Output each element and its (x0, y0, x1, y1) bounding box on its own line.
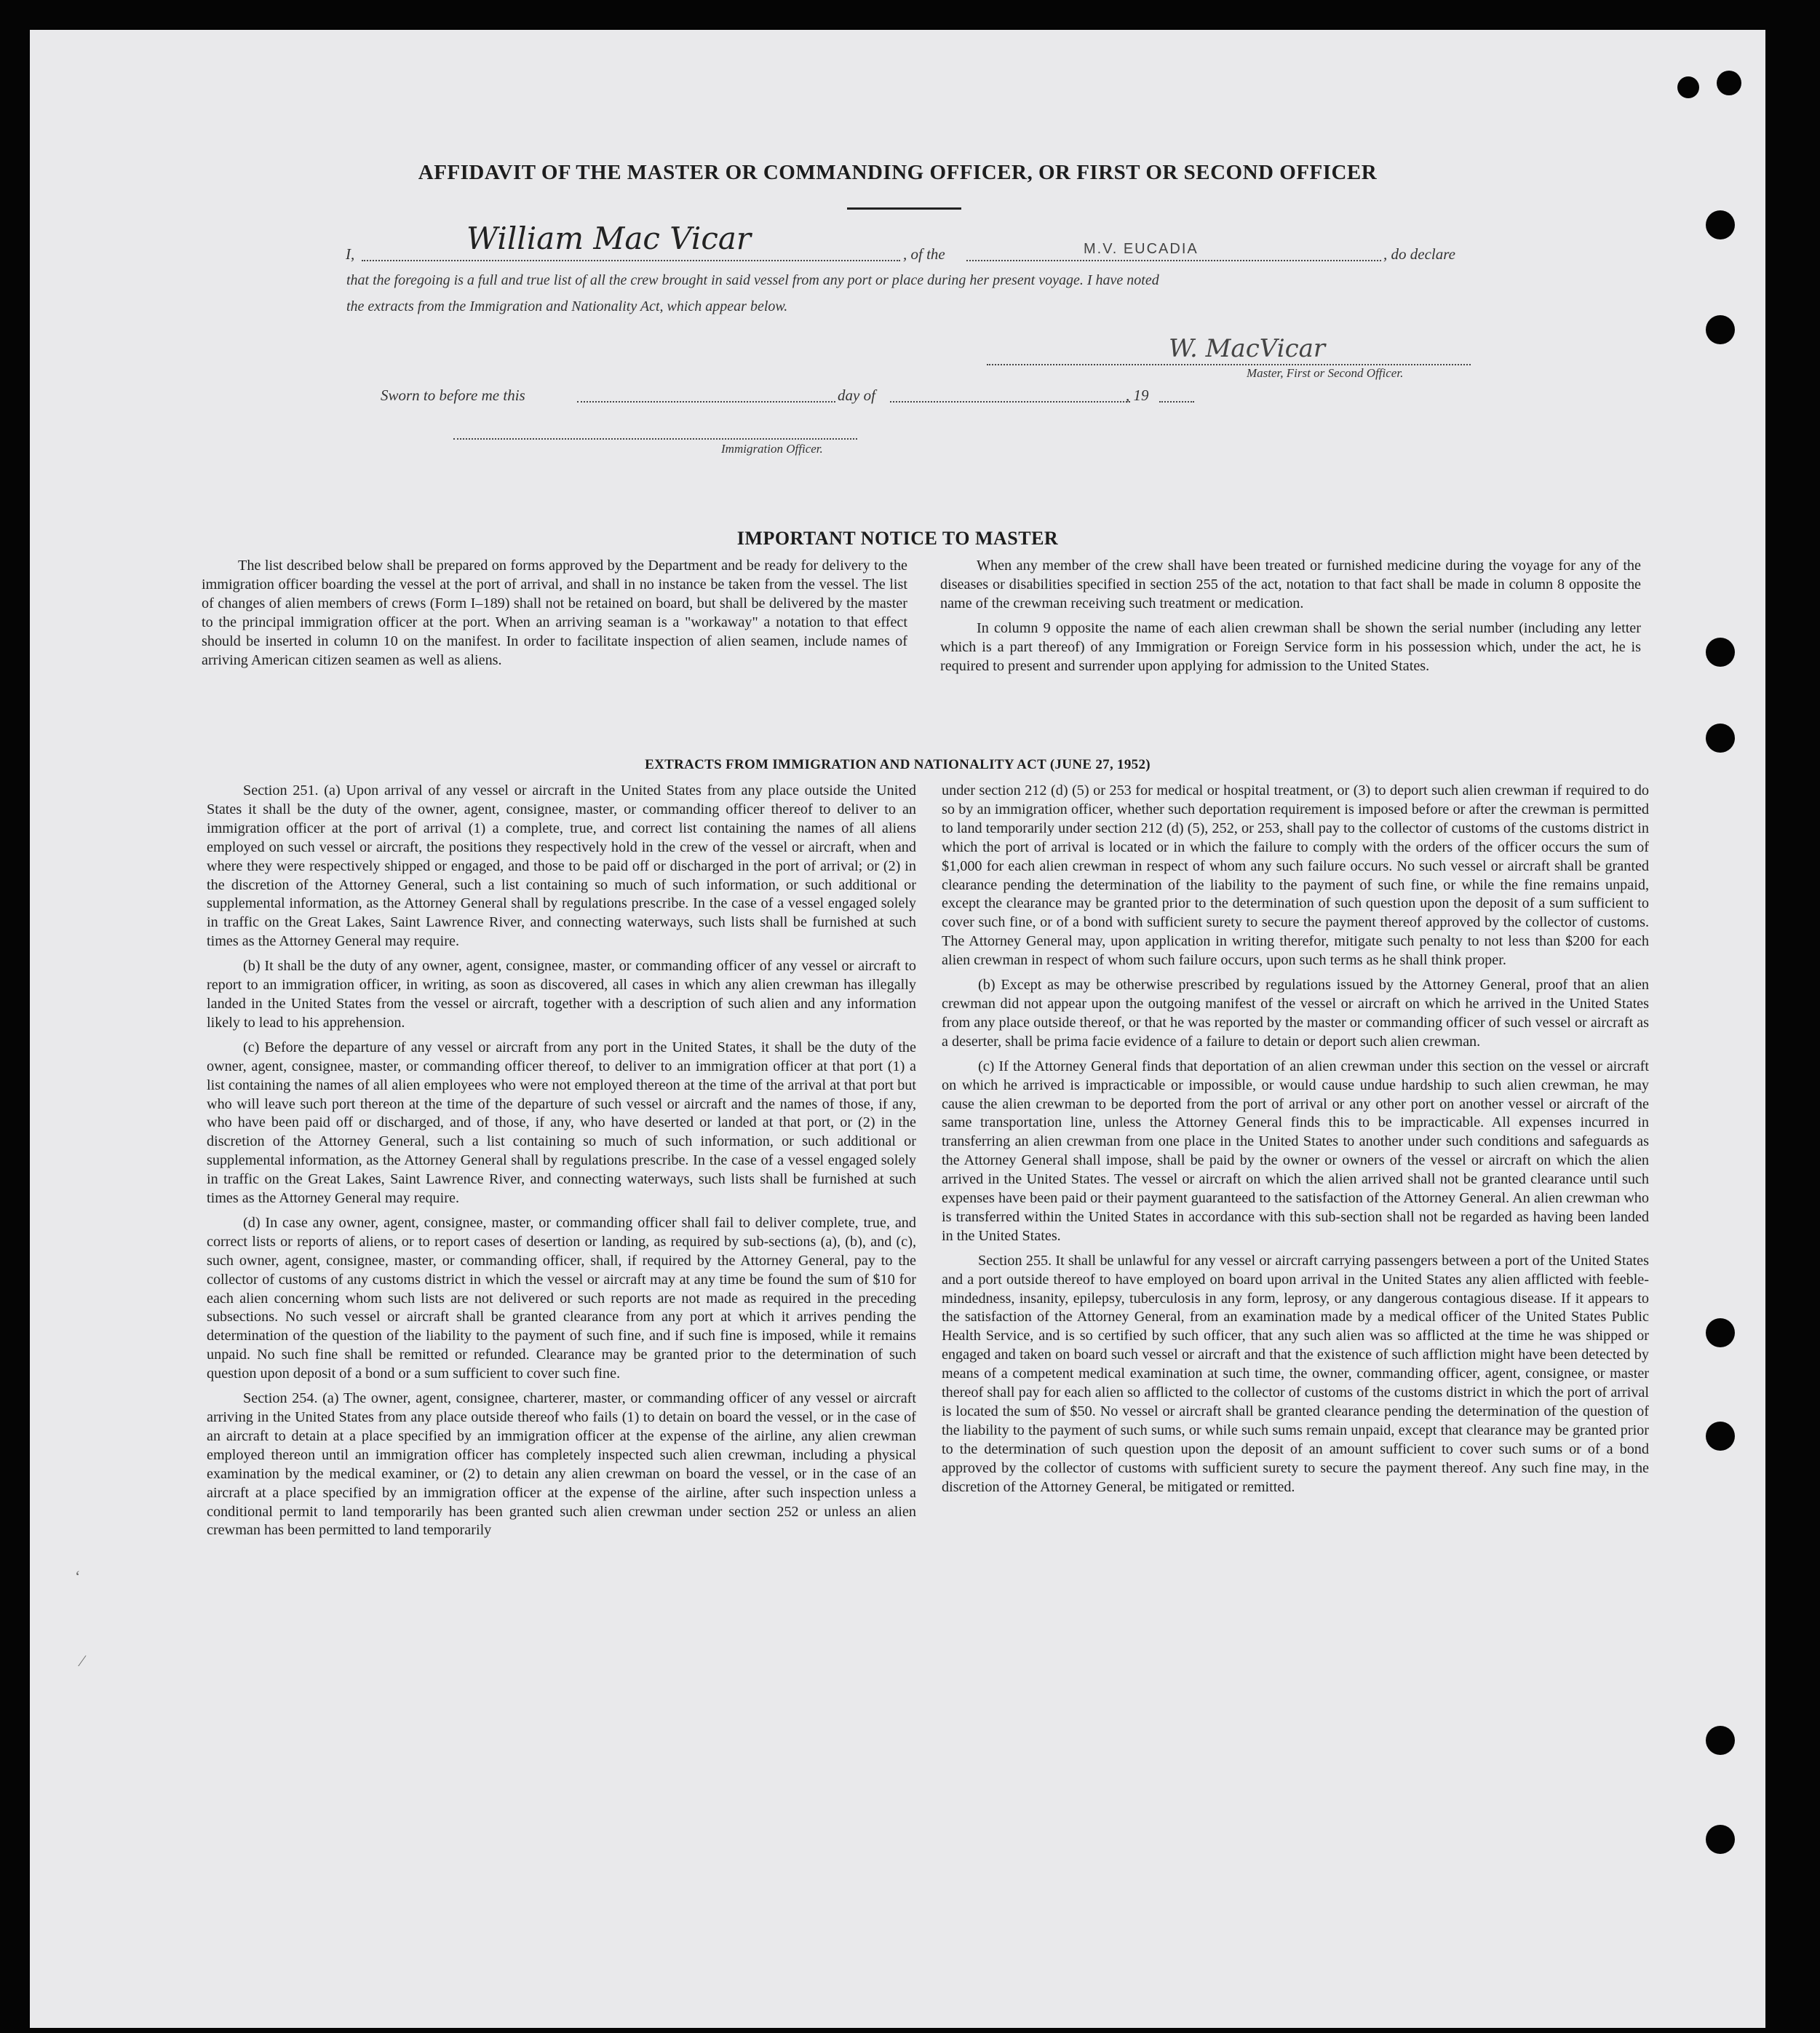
punch-hole (1706, 1318, 1735, 1347)
margin-mark: ‘ (75, 1567, 81, 1585)
extracts-left-column (207, 782, 916, 1546)
section-251d: (d) In case any owner, agent, consignee, master, or commanding officer shall fail to deliver complete, true, and correct lists or reports of aliens, or to report cases of desertion or landing, as required by sub-sections (a), (b), and (c), such owner, agent, consignee, master, or commanding officer, shall, if required by the Attorney General, pay to the collector of customs of any customs district in which the vessel or aircraft may at any time be found the sum of $10 for each alien concerning whom such lists are not delivered or such reports are not made as required in the preceding subsections. No such vessel or aircraft shall be granted clearance from any port at which it arrives pending the determination of the question of the liability to the payment of such fine, and if such fine is imposed, while it remains unpaid. No such fine shall be remitted or refunded. Clearance may be granted prior to the determination of such question upon deposit of a bond or a sum sufficient to cover such fine. (207, 1214, 916, 1382)
notice-title: IMPORTANT NOTICE TO MASTER (736, 528, 1059, 549)
master-name-handwritten: William Mac Vicar (466, 221, 751, 256)
margin-mark: ⁄ (81, 1652, 84, 1670)
extracts-right-column (942, 782, 1649, 1503)
document-page (30, 30, 1765, 2028)
statement-line-1: that the foregoing is a full and true list of all the crew brought in said vessel from any port or place during her present voyage. I have noted (346, 272, 1159, 288)
extracts-title: EXTRACTS FROM IMMIGRATION AND NATIONALITY ACT (JUNE 27, 1952) (645, 757, 1151, 772)
punch-hole (1706, 724, 1735, 753)
vessel-line (966, 260, 1381, 261)
section-251a: Section 251. (a) Upon arrival of any vessel or aircraft in the United States from any place outside the United States it shall be the duty of the owner, agent, consignee, master, or commanding officer thereof to deliver to an immigration officer at the port of arrival (1) a complete, true, and correct list containing the names of all aliens employed on such vessel or aircraft, the positions they respectively hold in the crew of the vessel or aircraft, when and where they were respectively shipped or engaged, and those to be paid off or discharged in the port of arrival; or (2) in the discretion of the Attorney General, such a list containing so much of such information, or such additional or supplemental information, as the Attorney General shall by regulations prescribe. In the case of a vessel engaged solely in traffic on the Great Lakes, Saint Lawrence River, and connecting waterways, such lists shall be furnished at such times as the Attorney General may require. (207, 782, 916, 950)
sworn-label: Sworn to before me this (381, 387, 525, 404)
punch-hole (1706, 315, 1735, 344)
vessel-name: M.V. EUCADIA (1084, 241, 1199, 257)
section-251c: (c) Before the departure of any vessel or aircraft from any port in the United States, it shall be the duty of the owner, agent, consignee, master, or commanding officer thereof, to deliver to an immigration officer at that port (1) a list containing the names of all alien employees who were not employed thereon at the time of the arrival at that port but who will leave such port thereon at the time of the departure of such vessel or aircraft and the names of those, if any, who have been paid off or discharged, and of those, if any, who have deserted or landed at that port, or (2) in the discretion of the Attorney General, such a list containing so much of such information, or such additional or supplemental information, as the Attorney General shall by regulations prescribe. In the case of a vessel engaged solely in traffic on the Great Lakes, Saint Lawrence River, and connecting waterways, such lists shall be furnished at such times as the Attorney General may require. (207, 1039, 916, 1207)
do-declare-label: , do declare (1383, 245, 1455, 263)
title-divider (847, 207, 961, 210)
statement-line-2: the extracts from the Immigration and Nationality Act, which appear below. (346, 298, 788, 314)
name-line (362, 260, 900, 261)
year-label: , 19 (1126, 387, 1149, 404)
of-the-label: , of the (903, 245, 945, 263)
notice-right-column (940, 557, 1641, 681)
officer-caption: Immigration Officer. (721, 442, 823, 456)
section-254a-continued: under section 212 (d) (5) or 253 for medical or hospital treatment, or (3) to deport such alien crewman if required to do so by an immigration officer, whether such deportation requirement is imposed before or after the crewman is permitted to land temporarily under section 212 (d) (5), 252, or 253, shall pay to the collector of customs of the customs district in which the port of arrival is located or in which the failure to comply with the orders of the officer occurs the sum of $1,000 for each alien crewman in respect of whom any such failure occurs. No such vessel or aircraft shall be granted clearance pending the determination of the liability to the payment of such fine, or while the fine remains unpaid, except the clearance may be granted prior to the determination of such question upon the deposit of a sum sufficient to cover such fine, or of a bond with sufficient surety to secure the payment thereof approved by the collector of customs. The Attorney General may, upon application in writing therefor, mitigate such penalty to not less than $200 for each alien crewman in respect of whom such failure occurs, upon such terms as he shall think proper. (942, 782, 1649, 969)
section-254b: (b) Except as may be otherwise prescribed by regulations issued by the Attorney General, proof that an alien crewman did not appear upon the outgoing manifest of the vessel or aircraft on which he arrived in the United States from any place outside thereof, or that he was reported by the master or commanding officer of such vessel or aircraft as a deserter, shall be prima facie evidence of a failure to detain or deport such alien crewman. (942, 977, 1649, 1050)
notice-left-paragraph: The list described below shall be prepared on forms approved by the Department and be ready for delivery to the immigration officer boarding the vessel at the port of arrival, and shall in no instance be taken from the vessel. The list of changes of alien members of crews (Form I–189) shall not be retained on board, but shall be delivered by the master to the principal immigration officer at the port. When an arriving seaman is a "workaway" a notation to that effect should be inserted in column 10 on the manifest. In order to facilitate inspection of alien seamen, include names of arriving American citizen seamen as well as aliens. (202, 558, 907, 668)
officer-signature-line (453, 438, 857, 440)
day-of-label: day of (838, 387, 875, 404)
punch-hole (1706, 1726, 1735, 1755)
punch-hole (1717, 71, 1741, 95)
affidavit-title: AFFIDAVIT OF THE MASTER OR COMMANDING OFFICER, OR FIRST OR SECOND OFFICER (418, 161, 1378, 184)
punch-hole (1706, 1825, 1735, 1854)
sworn-day-line (577, 401, 835, 403)
signature-line (987, 364, 1471, 365)
punch-hole (1677, 76, 1699, 98)
section-255: Section 255. It shall be unlawful for any vessel or aircraft carrying passengers between a port of the United States and a port outside thereof to have employed on board upon arrival in the United States any alien afflicted with feeble-mindedness, insanity, epilepsy, tuberculosis in any form, leprosy, or any dangerous contagious disease. If it appears to the satisfaction of the Attorney General, from an examination made by a medical officer of the United States Public Health Service, and is so certified by such officer, that any such alien was so afflicted at the time he was shipped or engaged and taken on board such vessel or aircraft and that the existence of such affliction might have been detected by means of a competent medical examination at such time, the owner, commanding officer, agent, consignee, or master thereof shall pay for each alien so afflicted to the collector of customs of the customs district in which the port of arrival is located the sum of $50. No vessel or aircraft shall be granted clearance pending the determination of the question of the liability to the payment of such sums, or while such sums remain unpaid, except that clearance may be granted prior to the determination of such question upon the deposit of an amount sufficient to cover such sums or of a bond approved by the collector of customs with sufficient surety to secure the payment thereof. Any such fine may, in the discretion of the Attorney General, be mitigated or remitted. (942, 1252, 1649, 1495)
notice-right-paragraph-1: When any member of the crew shall have been treated or furnished medicine during the voyage for any of the diseases or disabilities specified in section 255 of the act, notation to that fact shall be made in column 8 opposite the name of the crewman receiving such treatment or medication. (940, 558, 1641, 611)
signature-caption: Master, First or Second Officer. (1247, 366, 1404, 380)
i-label: I, (346, 245, 355, 263)
sworn-month-line (890, 401, 1130, 403)
section-251b: (b) It shall be the duty of any owner, agent, consignee, master, or commanding officer of any vessel or aircraft to report to an immigration officer, in writing, as soon as discovered, all cases in which any alien crewman has illegally landed in the United States from the vessel or aircraft, together with a description of such alien and any information likely to lead to his apprehension. (207, 958, 916, 1031)
notice-left-column (202, 557, 907, 675)
master-signature: W. MacVicar (1169, 334, 1326, 363)
section-254c: (c) If the Attorney General finds that deportation of an alien crewman under this section on the vessel or aircraft on which he arrived is impracticable or impossible, or would cause undue hardship to such alien crewman, he may cause the alien crewman to be deported from the port of arrival or any other port on another vessel or aircraft of the same transportation line, unless the Attorney General finds this to be impracticable. All expenses incurred in transferring an alien crewman from one place in the United States to another under such conditions and safeguards as the Attorney General shall impose, shall be paid by the owner or owners of the vessel or aircraft on which the alien arrived in the United States. The vessel or aircraft on which the alien arrived shall not be granted clearance until such expenses have been paid or their payment guaranteed to the satisfaction of the Attorney General. An alien crewman who is transferred within the United States in accordance with this sub-section shall not be regarded as having been landed in the United States. (942, 1058, 1649, 1244)
sworn-year-line (1159, 401, 1194, 403)
section-254a: Section 254. (a) The owner, agent, consignee, charterer, master, or commanding officer of any vessel or aircraft arriving in the United States from any place outside thereof who fails (1) to detain on board the vessel, or in the case of an aircraft to detain at a place specified by an immigration officer at the expense of the airline, any alien crewman employed thereon until an immigration officer has completely inspected such alien crewman, including a physical examination by the medical examiner, or (2) to detain any alien crewman on board the vessel, or in the case of an aircraft at a place specified by an immigration officer at the expense of the airline, after such inspection unless a conditional permit to land temporarily has been granted such alien crewman under section 252 or unless an alien crewman has been permitted to land temporarily (207, 1390, 916, 1539)
punch-hole (1706, 638, 1735, 667)
punch-hole (1706, 1422, 1735, 1451)
notice-right-paragraph-2: In column 9 opposite the name of each alien crewman shall be shown the serial number (including any letter which is a part thereof) of any Immigration or Foreign Service form in his possession which, under the act, he is required to present and surrender upon applying for admission to the United States. (940, 619, 1641, 674)
punch-hole (1706, 210, 1735, 239)
